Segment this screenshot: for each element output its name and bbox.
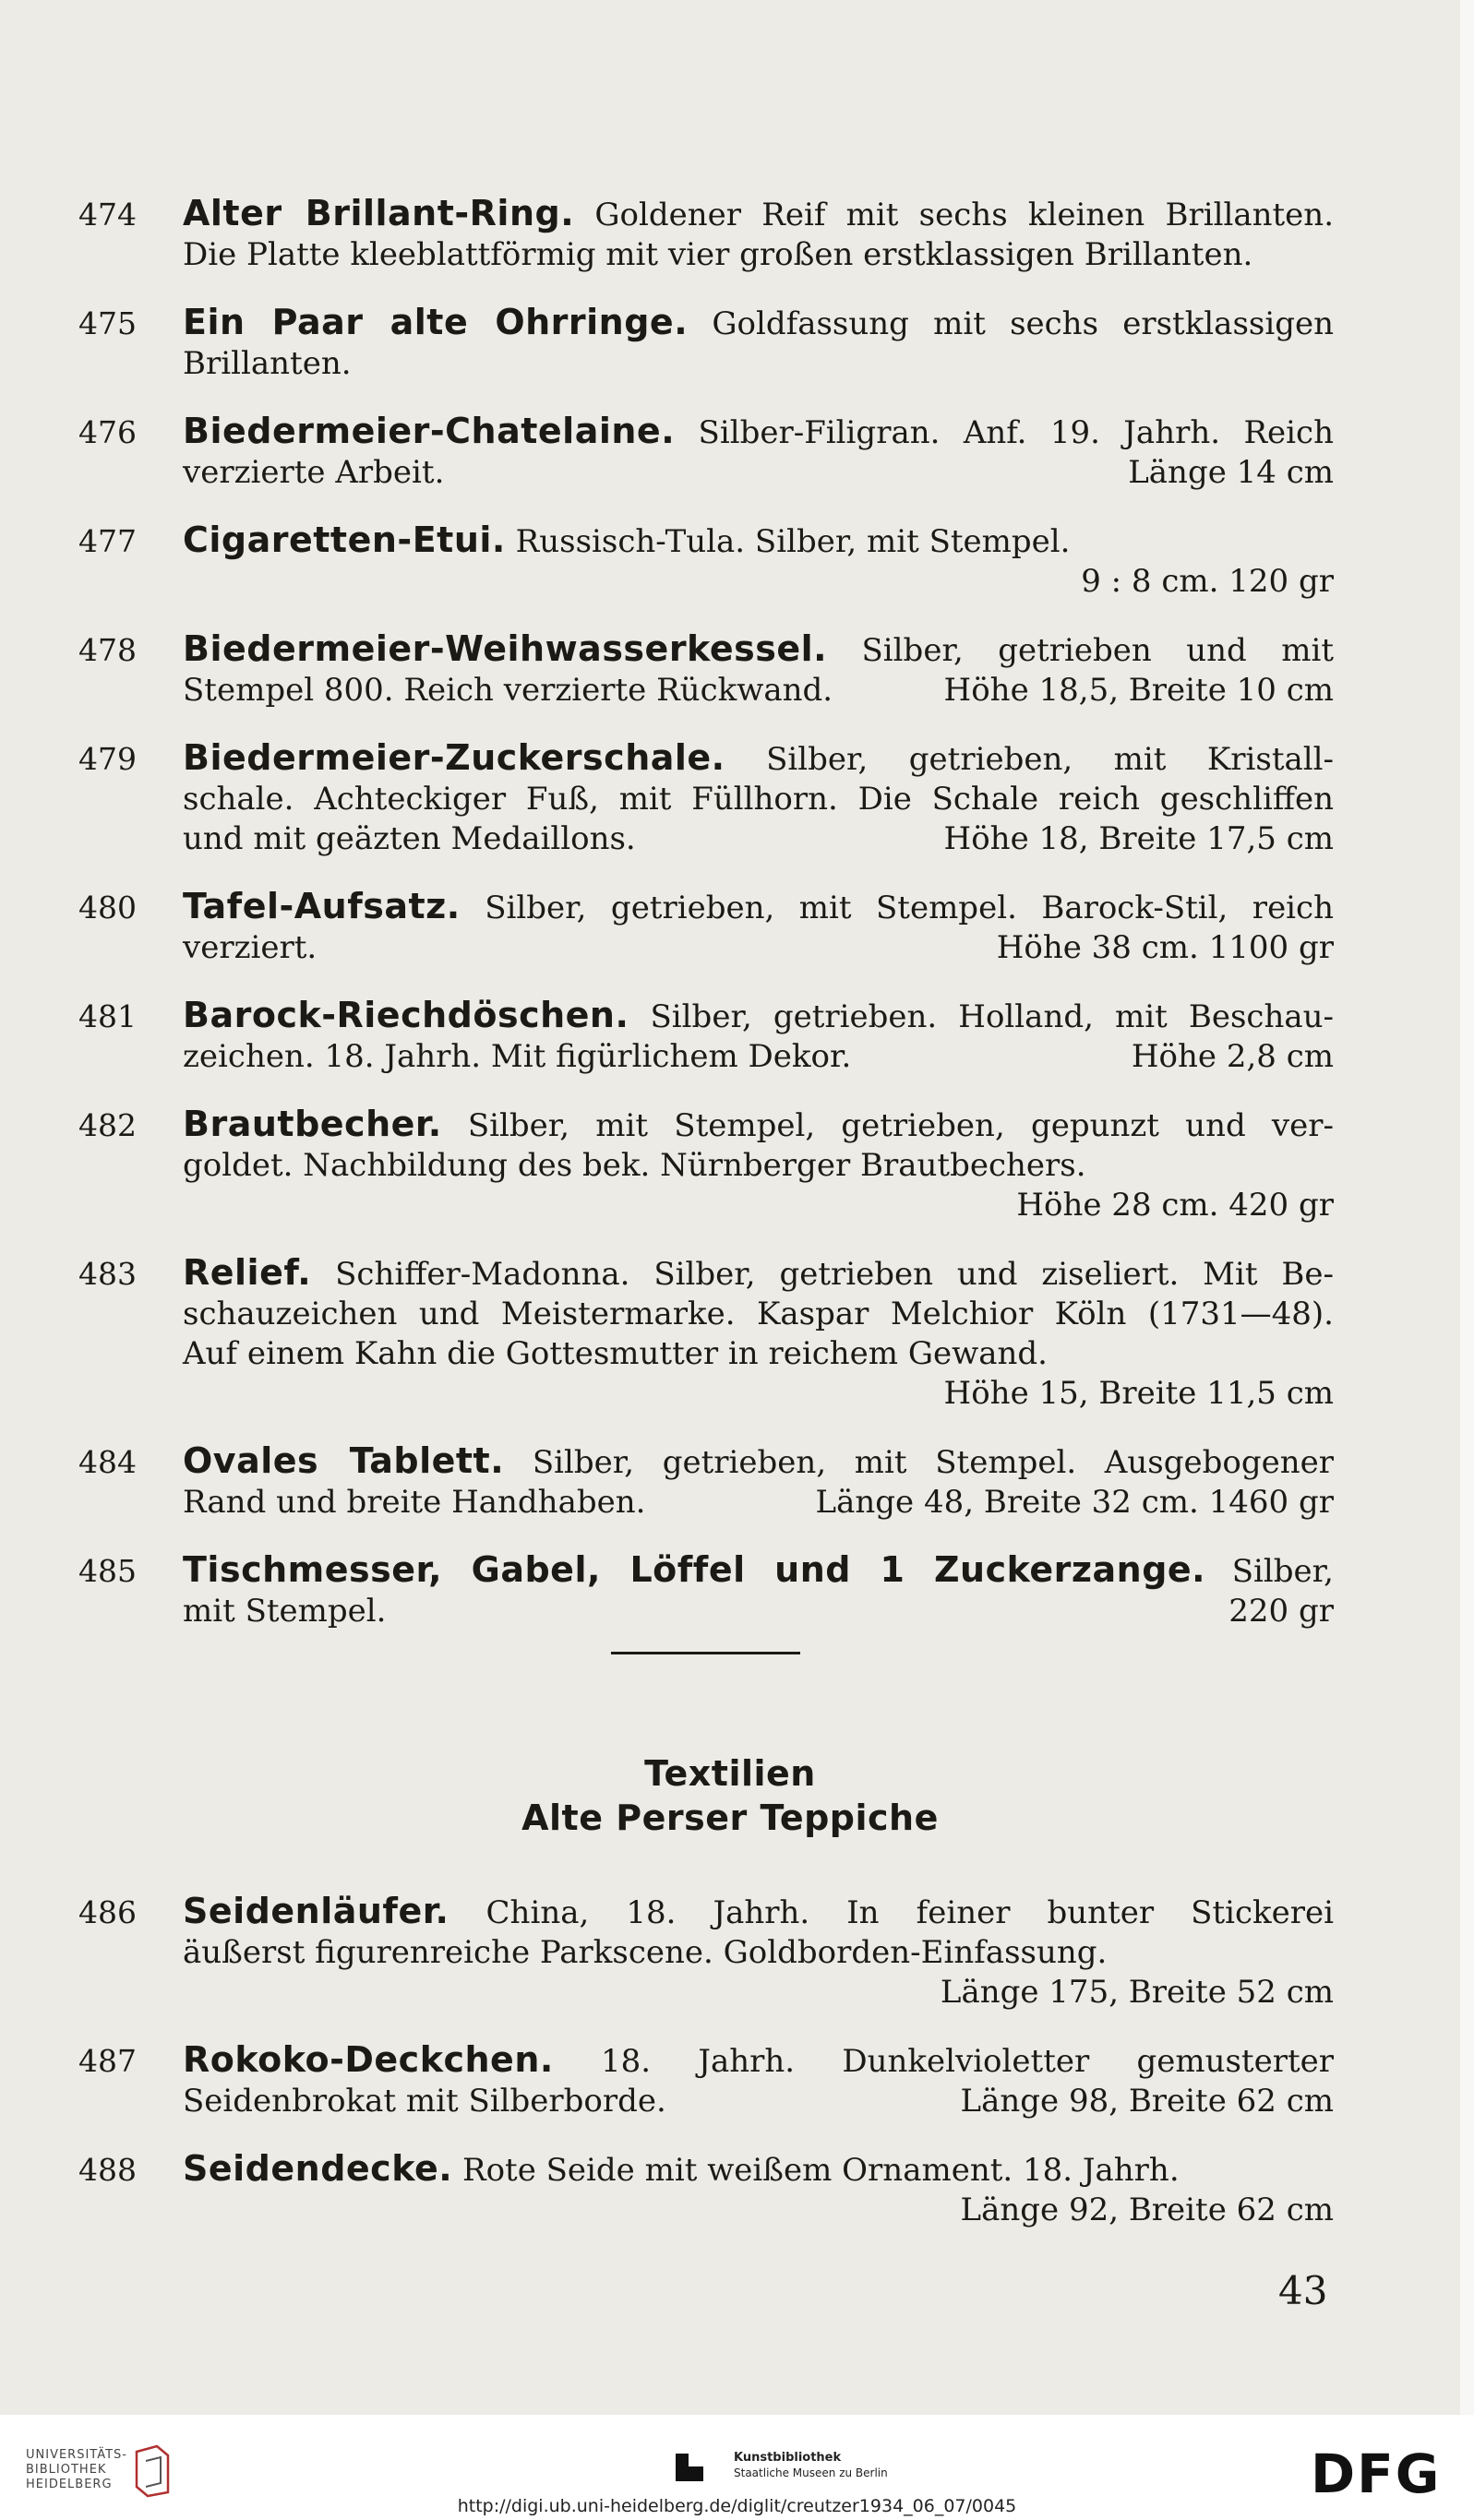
page-edge	[1460, 0, 1474, 2415]
entry-text: Silber, mit Stempel, getrieben, gepunzt und ver-	[467, 1107, 1334, 1144]
catalog-entry-488	[78, 2149, 1334, 2230]
university-library-line: BIBLIOTHEK	[26, 2463, 107, 2477]
entry-text: Silber, getrieben, mit Stempel. Ausgebogener	[532, 1444, 1334, 1481]
entry-text: Die Platte kleeblattförmig mit vier großen erstklassigen Brillanten.	[183, 236, 1253, 273]
kunstbibliothek-title: Kunstbibliothek	[734, 2451, 842, 2465]
entry-text: Silber, getrieben. Holland, mit Beschau-	[650, 998, 1334, 1035]
entry-text: Silber, getrieben, mit Kristall-	[766, 741, 1334, 778]
entry-text: Silber, getrieben, mit Stempel. Barock-Stil, reich	[485, 890, 1334, 926]
entry-text: 18. Jahrh. Dunkelvioletter gemusterter	[601, 2043, 1334, 2080]
entry-text: Brillanten.	[183, 345, 352, 382]
entry-number: 481	[78, 998, 137, 1034]
entry-title: Tafel‑Aufsatz.	[183, 886, 461, 926]
entry-dimensions: Höhe 15, Breite 11,5 cm	[943, 1375, 1334, 1412]
entry-text: goldet. Nachbildung des bek. Nürnberger Brautbechers.	[183, 1147, 1086, 1184]
entry-title: Ovales Tablett.	[183, 1440, 505, 1481]
catalog-entry-487	[78, 2040, 1334, 2121]
catalog-entry-483	[78, 1253, 1334, 1414]
entry-number: 486	[78, 1894, 137, 1930]
entry-text: Silber,	[1231, 1553, 1334, 1590]
entry-title: Seidenläufer.	[183, 1891, 449, 1931]
entry-text: Rote Seide mit weißem Ornament. 18. Jahrh.	[461, 2152, 1180, 2189]
catalog-entry-482	[78, 1105, 1334, 1225]
entry-title: Alter Brillant‑Ring.	[183, 193, 575, 233]
entry-number: 478	[78, 632, 137, 668]
entry-text: Stempel 800. Reich verzierte Rückwand.	[183, 672, 833, 709]
entry-number: 477	[78, 523, 137, 559]
entry-text: Rand und breite Handhaben.	[183, 1484, 646, 1521]
university-library-line: HEIDELBERG	[26, 2478, 113, 2491]
catalog-entry-484	[78, 1441, 1334, 1523]
catalog-entry-485	[78, 1550, 1334, 1631]
entry-number: 485	[78, 1553, 137, 1589]
entry-number: 475	[78, 305, 137, 341]
catalog-entry-478	[78, 629, 1334, 711]
entry-text: und mit geäzten Medaillons.	[183, 820, 636, 857]
entry-dimensions: Länge 175, Breite 52 cm	[940, 1974, 1334, 2011]
entry-text: verzierte Arbeit.	[183, 454, 445, 491]
entry-text: mit Stempel.	[183, 1593, 387, 1630]
source-url[interactable]: http://digi.ub.uni-heidelberg.de/diglit/creutzer1934_06_07/0045	[457, 2496, 1017, 2516]
entry-text: China, 18. Jahrh. In feiner bunter Stickerei	[485, 1894, 1334, 1931]
entry-dimensions: Höhe 28 cm. 420 gr	[1016, 1187, 1334, 1224]
entry-dimensions: Länge 48, Breite 32 cm. 1460 gr	[815, 1484, 1334, 1521]
section-heading-textiles: Textilien	[644, 1753, 816, 1794]
entry-title: Brautbecher.	[183, 1104, 442, 1144]
entry-dimensions: Länge 92, Breite 62 cm	[960, 2192, 1334, 2228]
catalog-entries-textiles	[78, 1892, 1334, 2258]
entry-dimensions: Höhe 38 cm. 1100 gr	[996, 929, 1334, 966]
section-divider	[611, 1652, 800, 1654]
entry-title: Barock‑Riechdöschen.	[183, 995, 629, 1035]
catalog-entries-jewelry-silver	[78, 194, 1334, 1659]
entry-number: 479	[78, 741, 137, 777]
entry-text: Goldfassung mit sechs erstklassigen	[712, 305, 1334, 342]
entry-text: Goldener Reif mit sechs kleinen Brillanten.	[594, 197, 1334, 233]
entry-dimensions: 220 gr	[1228, 1593, 1334, 1630]
entry-dimensions: 9 : 8 cm. 120 gr	[1081, 563, 1334, 600]
entry-number: 483	[78, 1256, 137, 1292]
entry-text: Russisch-Tula. Silber, mit Stempel.	[515, 523, 1071, 560]
page-number: 43	[1278, 2268, 1328, 2313]
entry-text: zeichen. 18. Jahrh. Mit figürlichem Dekor.	[183, 1038, 852, 1075]
entry-text: Silber-Filigran. Anf. 19. Jahrh. Reich	[698, 414, 1334, 451]
kunstbibliothek-name	[734, 2450, 888, 2480]
entry-number: 484	[78, 1444, 137, 1480]
entry-text: Schiffer-Madonna. Silber, getrieben und ziseliert. Mit Be-	[335, 1256, 1335, 1293]
university-library-line: UNIVERSITÄTS-	[26, 2448, 127, 2462]
entry-title: Biedermeier‑Zuckerschale.	[183, 737, 725, 778]
entry-number: 487	[78, 2043, 137, 2079]
entry-title: Biedermeier‑Weihwasserkessel.	[183, 628, 828, 669]
entry-dimensions: Höhe 2,8 cm	[1131, 1038, 1334, 1075]
entry-title: Rokoko‑Deckchen.	[183, 2039, 554, 2080]
catalog-entry-477	[78, 520, 1334, 602]
entry-text: schauzeichen und Meistermarke. Kaspar Melchior Köln (1731—48).	[183, 1296, 1334, 1332]
entry-number: 476	[78, 414, 137, 450]
catalog-entry-475	[78, 303, 1334, 384]
entry-text: Seidenbrokat mit Silberborde.	[183, 2083, 666, 2120]
entry-title: Seidendecke.	[183, 2148, 453, 2189]
entry-title: Tischmesser, Gabel, Löffel und 1 Zuckerzange.	[183, 1549, 1206, 1590]
university-library-name	[26, 2448, 127, 2492]
catalog-entry-480	[78, 887, 1334, 968]
catalog-entry-476	[78, 412, 1334, 493]
catalog-entry-486	[78, 1892, 1334, 2012]
entry-number: 474	[78, 197, 137, 233]
kunstbibliothek-logo-icon	[674, 2452, 705, 2483]
entry-dimensions: Länge 14 cm	[1128, 454, 1334, 491]
entry-number: 482	[78, 1107, 137, 1143]
section-subheading-persian-carpets: Alte Perser Teppiche	[521, 1797, 939, 1838]
entry-text: äußerst figurenreiche Parkscene. Goldborden-Einfassung.	[183, 1934, 1108, 1971]
dfg-logo: DFG	[1311, 2442, 1442, 2505]
entry-title: Biedermeier‑Chatelaine.	[183, 411, 676, 451]
entry-title: Relief.	[183, 1252, 312, 1293]
entry-dimensions: Höhe 18, Breite 17,5 cm	[943, 820, 1334, 857]
kunstbibliothek-subtitle: Staatliche Museen zu Berlin	[734, 2466, 888, 2479]
entry-dimensions: Höhe 18,5, Breite 10 cm	[943, 672, 1334, 709]
entry-title: Cigaretten‑Etui.	[183, 520, 506, 560]
entry-title: Ein Paar alte Ohrringe.	[183, 302, 689, 342]
digitization-footer	[0, 2415, 1474, 2520]
entry-text: Auf einem Kahn die Gottesmutter in reichem Gewand.	[183, 1335, 1048, 1372]
entry-dimensions: Länge 98, Breite 62 cm	[960, 2083, 1334, 2120]
entry-text: schale. Achteckiger Fuß, mit Füllhorn. Die Schale reich geschliffen	[183, 781, 1334, 818]
entry-number: 488	[78, 2152, 137, 2188]
entry-text: Silber, getrieben und mit	[861, 632, 1335, 669]
entry-number: 480	[78, 890, 137, 926]
university-library-logo-icon	[129, 2442, 175, 2498]
catalog-entry-481	[78, 996, 1334, 1077]
catalog-entry-474	[78, 194, 1334, 275]
catalog-entry-479	[78, 738, 1334, 859]
entry-text: verziert.	[183, 929, 318, 966]
